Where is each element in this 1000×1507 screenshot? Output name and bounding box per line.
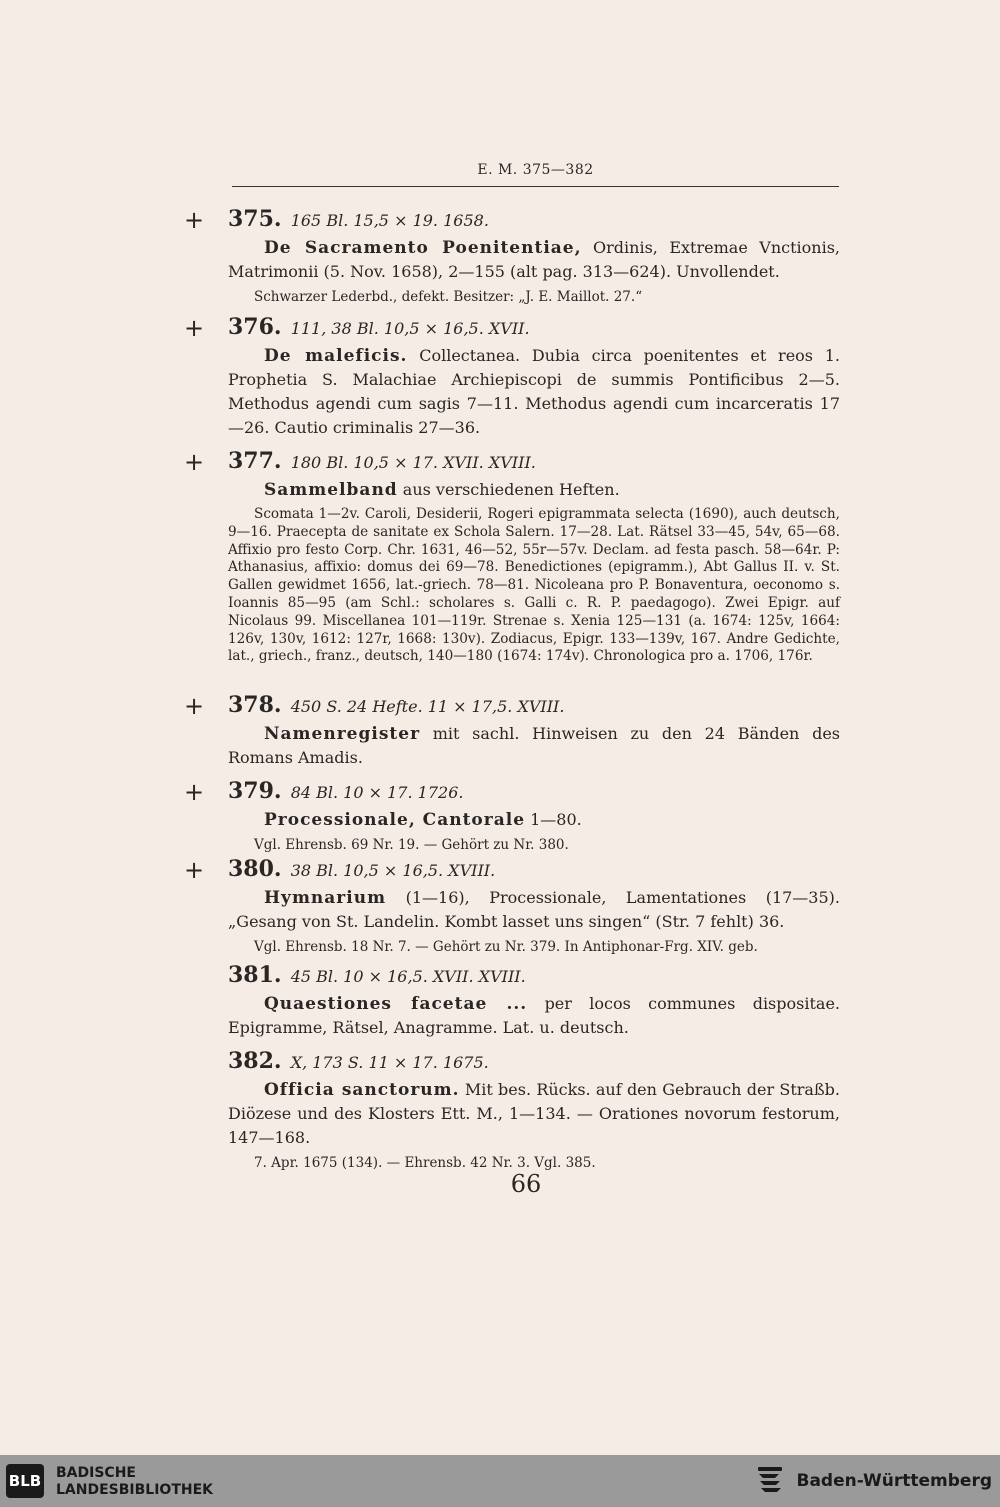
entry-heading	[228, 692, 840, 718]
entry-meta: 180 Bl. 10,5 × 17. XVII. XVIII.	[290, 453, 536, 472]
entry-number: 379.	[228, 778, 282, 804]
entry-number: 382.	[228, 1048, 282, 1074]
entry-title: Quaestiones facetae ...	[264, 994, 528, 1014]
entry-heading	[228, 206, 840, 232]
entry-text: Mit bes. Rücks. auf den Gebrauch der Straßb. Diözese und des Klosters Ett. M., 1—134. — Orationes novorum festorum, 147—168.	[228, 1080, 840, 1147]
entry-heading	[228, 314, 840, 340]
plus-marker: +	[184, 206, 205, 234]
running-head: E. M. 375—382	[477, 162, 594, 178]
entry-meta: 45 Bl. 10 × 16,5. XVII. XVIII.	[290, 967, 526, 986]
entry-text: aus verschiedenen Heften.	[397, 480, 620, 499]
entry-note: Vgl. Ehrensb. 18 Nr. 7. — Gehört zu Nr. 379. In Antiphonar-Frg. XIV. geb.	[254, 939, 758, 955]
entry-body	[228, 886, 840, 934]
library-name[interactable]	[56, 1465, 213, 1499]
entry-body	[228, 722, 840, 770]
entry-note: Vgl. Ehrensb. 69 Nr. 19. — Gehört zu Nr. 380.	[254, 837, 569, 853]
plus-marker: +	[184, 778, 205, 806]
plus-marker: +	[184, 856, 205, 884]
entry-note: 7. Apr. 1675 (134). — Ehrensb. 42 Nr. 3. Vgl. 385.	[254, 1155, 596, 1171]
entry-381	[228, 962, 840, 1040]
entry-body	[228, 236, 840, 284]
entry-text: Collectanea. Dubia circa poenitentes et reos 1. Prophetia S. Malachiae Archiepiscopi de summis Pontificibus 2—5. Methodus agendi cum sagis 7—11. Methodus agendi cum incarceratis 17—26. Cautio criminalis 27—36.	[228, 346, 841, 437]
entry-title: Processionale, Cantorale	[264, 810, 526, 830]
entry-title: Officia sanctorum.	[264, 1080, 460, 1100]
entry-376	[184, 314, 841, 440]
entry-number: 378.	[228, 692, 282, 718]
entry-heading	[228, 856, 840, 882]
entry-379	[184, 778, 840, 854]
entry-text: 1—80.	[525, 810, 582, 829]
entry-title: De Sacramento Poenitentiae,	[264, 238, 582, 258]
entry-text: per locos communes dispositae. Epigramme, Rätsel, Anagramme. Lat. u. deutsch.	[228, 994, 840, 1037]
state-name: Baden-Württemberg	[796, 1471, 992, 1491]
entry-body	[228, 478, 840, 502]
entry-375	[184, 206, 840, 306]
entry-number: 381.	[228, 962, 282, 988]
entry-meta: 165 Bl. 15,5 × 19. 1658.	[290, 211, 489, 230]
entry-body	[228, 992, 840, 1040]
entry-meta: 38 Bl. 10,5 × 16,5. XVIII.	[290, 861, 496, 880]
entry-body	[228, 1078, 840, 1150]
entry-title: Hymnarium	[264, 888, 387, 908]
entry-title: Namenregister	[264, 724, 421, 744]
entry-text: mit sachl. Hinweisen zu den 24 Bänden des Romans Amadis.	[228, 724, 840, 767]
entry-note: Schwarzer Lederbd., defekt. Besitzer: „J. E. Maillot. 27.“	[254, 289, 643, 305]
library-name-line2: LANDESBIBLIOTHEK	[56, 1482, 214, 1498]
entry-heading	[228, 778, 840, 804]
entry-heading	[228, 1048, 840, 1074]
entry-title: De maleficis.	[264, 346, 408, 366]
entry-heading	[228, 962, 840, 988]
entry-382	[228, 1048, 840, 1172]
blb-logo[interactable]: BLB	[6, 1464, 44, 1498]
entry-number: 375.	[228, 206, 282, 232]
entry-note: Scomata 1—2v. Caroli, Desiderii, Rogeri epigrammata selecta (1690), auch deutsch, 9—16. Praecepta de sanitate ex Schola Salern. 17—28. Lat. Rätsel 33—45, 54v, 65—68. Affixio pro festo Corp. Chr. 1631, 46—52, 55r—57v. Declam. ad festa pasch. 58—64r. P: Athanasius, affixio: domus dei 69—78. Benedictiones (epigramm.), Abt Gallus II. v. St. Gallen gewidmet 1656, lat.-griech. 78—81. Nicoleana pro P. Bonaventura, oeconomo s. Ioannis 85—95 (am Schl.: scholares s. Galli c. R. P. paedagogo). Zwei Epigr. auf Nicolaus 99. Miscellanea 101—119r. Strenae s. Xenia 125—131 (a. 1674: 125v, 1664: 126v, 130v, 1612: 127r, 1668: 130v). Zodiacus, Epigr. 133—139v, 167. Andre Gedichte, lat., griech., franz., deutsch, 140—180 (1674: 174v). Chronologica pro a. 1706, 176r.	[228, 506, 840, 665]
entry-meta: X, 173 S. 11 × 17. 1675.	[290, 1053, 489, 1072]
state-brand[interactable]	[796, 1467, 992, 1497]
plus-marker: +	[184, 692, 205, 720]
header-rule	[232, 186, 839, 187]
entry-number: 380.	[228, 856, 282, 882]
entry-body	[228, 808, 840, 832]
entry-body	[228, 344, 840, 440]
entry-text: (1—16), Processionale, Lamentationes (17—35). „Gesang von St. Landelin. Kombt lasset uns singen“ (Str. 7 fehlt) 36.	[228, 888, 840, 931]
footer-bar	[0, 1455, 1000, 1507]
state-lions-icon	[754, 1463, 788, 1497]
entry-378	[184, 692, 840, 770]
entry-380	[184, 856, 840, 956]
entry-number: 377.	[228, 448, 282, 474]
plus-marker: +	[184, 314, 205, 342]
entry-meta: 111, 38 Bl. 10,5 × 16,5. XVII.	[290, 319, 530, 338]
entry-meta: 84 Bl. 10 × 17. 1726.	[290, 783, 464, 802]
entry-number: 376.	[228, 314, 282, 340]
plus-marker: +	[184, 448, 205, 476]
entry-text: Ordinis, Extremae Vnctionis, Matrimonii (5. Nov. 1658), 2—155 (alt pag. 313—624). Unvollendet.	[228, 238, 840, 281]
entry-title: Sammelband	[264, 480, 398, 500]
page-number: 66	[510, 1170, 542, 1198]
entry-meta: 450 S. 24 Hefte. 11 × 17,5. XVIII.	[290, 697, 565, 716]
library-name-line1: BADISCHE	[56, 1465, 136, 1481]
entry-heading	[228, 448, 840, 474]
entry-377	[184, 448, 840, 666]
